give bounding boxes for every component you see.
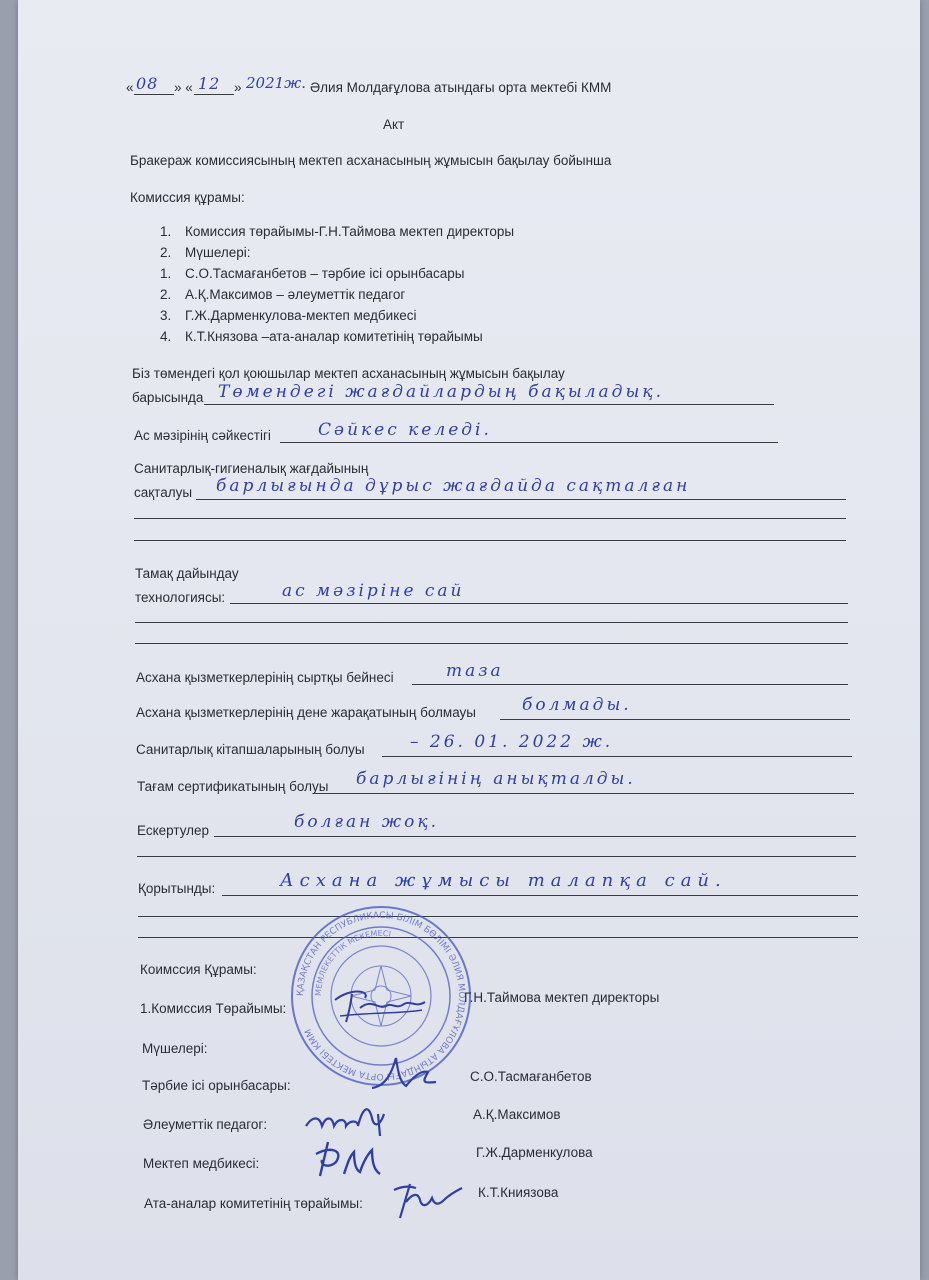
notes-line-2 (137, 856, 856, 857)
sig-row-label: Тәрбие ісі орынбасары: (142, 1078, 291, 1093)
sanitary-line-2 (134, 518, 846, 519)
commission-heading: Комиссия құрамы: (130, 190, 245, 205)
notes-value: болған жоқ. (294, 812, 440, 832)
month-line (194, 94, 234, 95)
sanitary-value: барлығында дұрыс жағдайда сақталған (216, 476, 691, 496)
sig-row-name: К.Т.Книязова (478, 1185, 559, 1200)
day-value: 08 (136, 74, 159, 93)
document-page (18, 0, 920, 1280)
menu-line (280, 442, 778, 443)
conclusion-value: Асхана жұмысы талапқа сай. (280, 870, 727, 891)
sanitary-line (196, 499, 846, 500)
menu-value: Сәйкес келеді. (318, 420, 492, 440)
year-value: 2021ж. (246, 74, 306, 92)
sig-row-label: Әлеуметтік педагог: (143, 1117, 268, 1132)
books-value: – 26. 01. 2022 ж. (410, 732, 614, 752)
list-item: Комиссия төрайымы-Г.Н.Таймова мектеп директоры (185, 224, 515, 239)
list-item: К.Т.Князова –ата-аналар комитетінің төрайымы (185, 329, 483, 344)
intro-line (204, 404, 774, 405)
list-item-num: 3. (160, 308, 172, 323)
sig-row-name: А.Қ.Максимов (473, 1107, 561, 1122)
tech-label: технологиясы: (135, 590, 226, 605)
sanitary-label: сақталуы (134, 485, 193, 500)
sanitary-text: Санитарлық-гигиеналық жағдайының (134, 461, 369, 476)
doc-subtitle: Бракераж комиссиясының мектеп асханасының жұмысын бақылау бойынша (130, 153, 612, 168)
cert-label: Тағам сертификатының болуы (137, 779, 329, 794)
intro-value: Төмендегі жағдайлардың бақыладық. (218, 382, 664, 402)
appearance-value: таза (446, 661, 504, 681)
day-line (134, 94, 174, 95)
list-item-num: 2. (160, 245, 172, 260)
quote-mid: » « (174, 80, 193, 95)
list-item-num: 4. (160, 329, 172, 344)
members-label: Мүшелері: (142, 1041, 208, 1056)
tech-line-3 (135, 643, 848, 644)
conclusion-line-2 (138, 916, 858, 917)
nurse-signature-icon (310, 1136, 390, 1182)
intro-text: Біз төмендегі қол қоюшылар мектеп асханасының жұмысын бақылау (132, 366, 565, 381)
school-name: Әлия Молдағұлова атындағы орта мектебі КММ (310, 80, 612, 95)
injury-line (500, 719, 850, 720)
tech-text: Тамақ дайындау (135, 566, 239, 581)
parents-signature-icon (388, 1178, 468, 1222)
sanitary-line-3 (134, 540, 846, 541)
books-label: Санитарлық кітапшаларының болуы (136, 742, 365, 757)
menu-label: Ас мәзірінің сәйкестігі (134, 428, 271, 443)
list-item: А.Қ.Максимов – әлеуметтік педагог (185, 287, 406, 302)
tech-line (230, 603, 848, 604)
cert-value: барлығінің анықталды. (356, 769, 636, 789)
stamp-inner-text: МЕМЛЕКЕТТІК МЕКЕМЕСІ (313, 928, 392, 997)
list-item: Мүшелері: (185, 245, 251, 260)
cert-line (314, 793, 854, 794)
doc-title: Акт (383, 117, 405, 132)
list-item: С.О.Тасмағанбетов – тәрбие ісі орынбасары (185, 266, 465, 281)
conclusion-line-3 (138, 937, 858, 938)
chair-name: Г.Н.Таймова мектеп директоры (464, 990, 660, 1005)
injury-label: Асхана қызметкерлерінің дене жарақатының болмауы (136, 705, 476, 720)
sig-row-label: Мектеп медбикесі: (143, 1156, 260, 1171)
notes-line (214, 836, 856, 837)
list-item-num: 1. (160, 266, 172, 281)
month-value: 12 (198, 74, 221, 93)
deputy-signature-icon (366, 1052, 446, 1094)
injury-value: болмады. (522, 695, 632, 715)
appearance-label: Асхана қызметкерлерінің сыртқы бейнесі (136, 670, 394, 685)
chair-label: 1.Комиссия Төрайымы: (140, 1001, 287, 1016)
sig-row-label: Ата-аналар комитетінің төрайымы: (144, 1196, 363, 1211)
tech-value: ас мәзіріне сай (282, 581, 465, 601)
signatures-heading: Коимссия Құрамы: (140, 962, 257, 977)
stamp-outer-text: ҚАЗАҚСТАН РЕСПУБЛИКАСЫ БІЛІМ БӨЛІМІ ӘЛИЯ МОЛДАҒҰЛОВА АТЫНДАҒЫ ОРТА МЕКТЕБІ КММ (295, 910, 467, 1082)
quote-close: » (234, 80, 242, 95)
chair-signature-icon (330, 980, 430, 1030)
intro-label: барысында (132, 390, 204, 405)
sig-row-name: Г.Ж.Дарменкулова (476, 1145, 593, 1160)
conclusion-line (222, 895, 858, 896)
quote-open: « (126, 80, 134, 95)
conclusion-label: Қорытынды: (138, 881, 216, 896)
tech-line-2 (135, 622, 848, 623)
notes-label: Ескертулер (137, 823, 210, 838)
books-line (382, 756, 852, 757)
list-item: Г.Ж.Дарменкулова-мектеп медбикесі (185, 308, 417, 323)
list-item-num: 1. (160, 224, 172, 239)
pedagogue-signature-icon (302, 1096, 402, 1140)
appearance-line (412, 684, 848, 685)
sig-row-name: С.О.Тасмағанбетов (470, 1069, 592, 1084)
list-item-num: 2. (160, 287, 172, 302)
